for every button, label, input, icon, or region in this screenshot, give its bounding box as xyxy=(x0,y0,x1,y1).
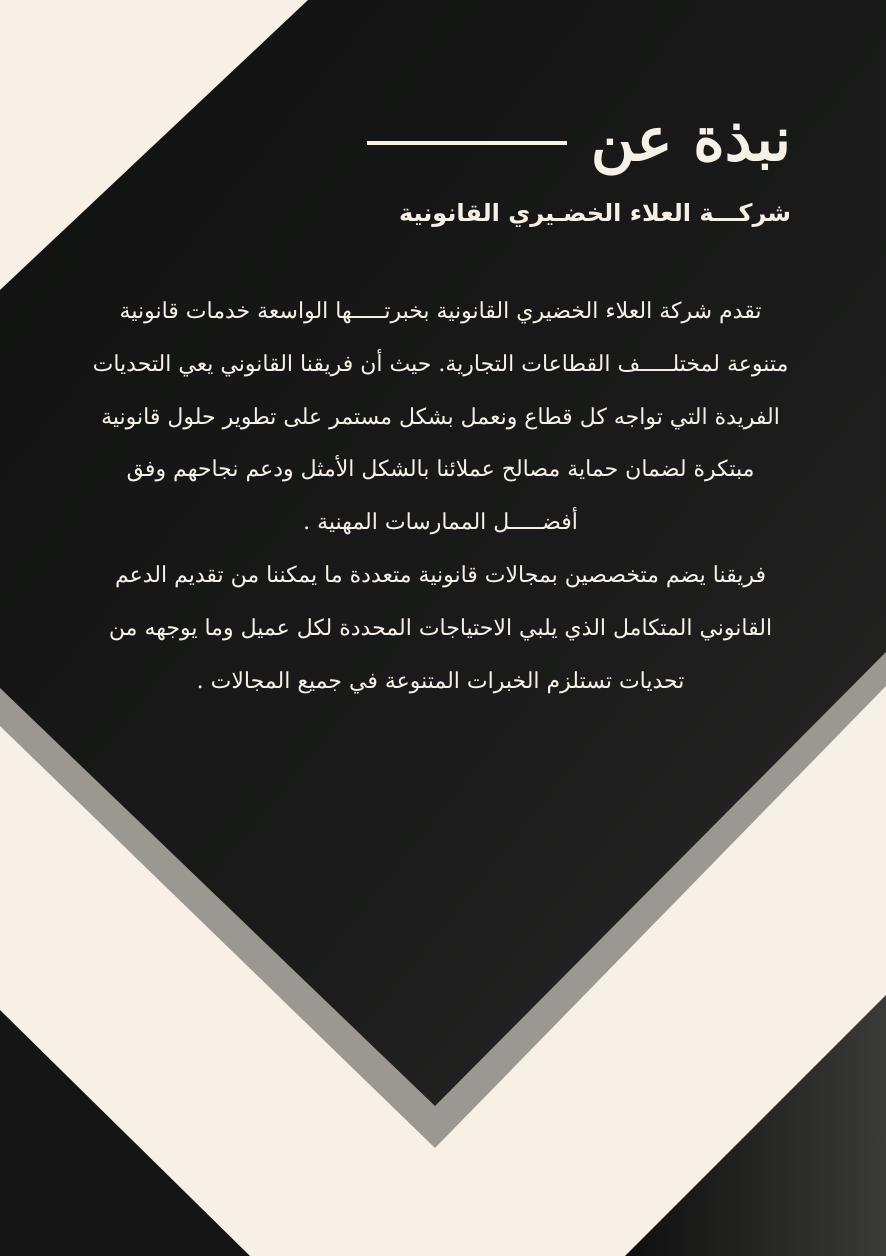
paragraph-intro: تقدم شركة العلاء الخضيري القانونية بخبرتـــــها الواسعة خدمات قانونية متنوعة لمختلـــــف القطاعات التجارية. حيث أن فريقنا القانوني يعي التحديات الفريدة التي تواجه كل قطاع ونعمل بشكل مستمر على تطوير حلول قانونية مبتكرة لضمان حماية مصالح عملائنا بالشكل الأمثل ودعم نجاحهم وفق أفضـــــل الممارسات المهنية . xyxy=(92,299,789,536)
body-text xyxy=(90,286,791,708)
company-subtitle: شركـــة العلاء الخضـيري القانونية xyxy=(398,199,791,227)
title-underline xyxy=(367,141,567,145)
paragraph-team: فريقنا يضم متخصصين بمجالات قانونية متعددة ما يمكننا من تقديم الدعم القانوني المتكامل الذي يلبي الاحتياجات المحددة لكل عميل وما يوجهه من تحديات تستلزم الخبرات المتنوعة في جميع المجالات . xyxy=(108,562,773,694)
title-row xyxy=(367,100,791,180)
page-title: نبذة عن xyxy=(590,105,791,175)
